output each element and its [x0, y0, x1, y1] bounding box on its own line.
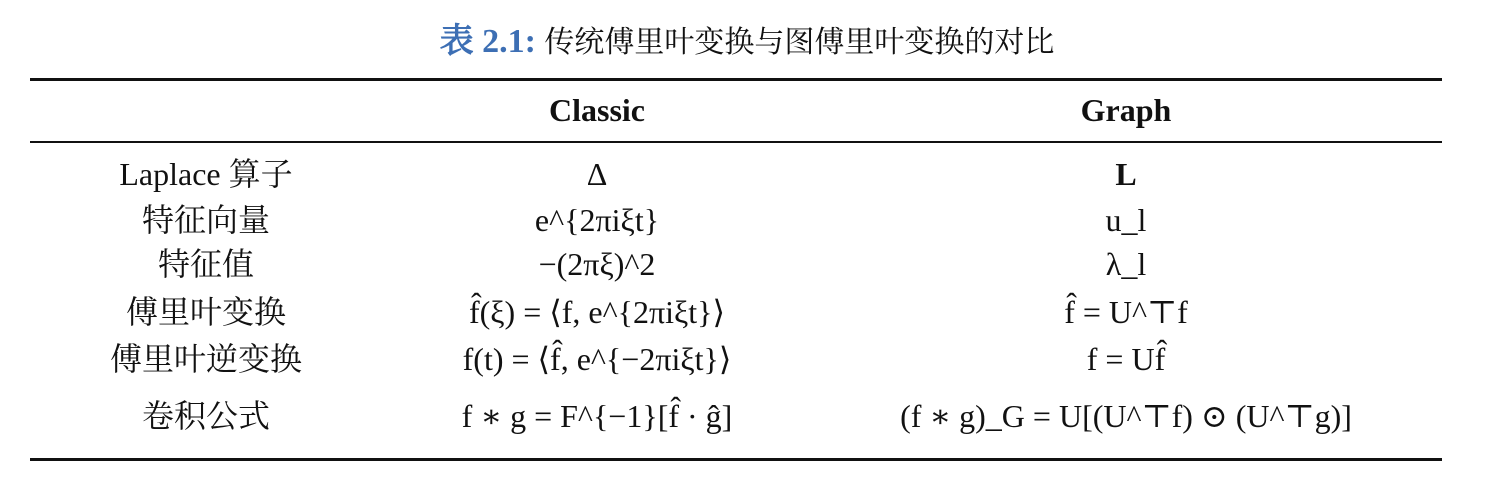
row-name-inverse-fourier: 傅里叶逆变换 [109, 341, 303, 377]
row-name-laplace: Laplace 算子 [119, 156, 293, 192]
classic-inverse-fourier: f(t) = ⟨f̂, e^{−2πiξt}⟩ [462, 341, 732, 377]
caption-text: 传统傅里叶变换与图傅里叶变换的对比 [544, 25, 1055, 60]
caption-label: 表 2.1: [439, 23, 536, 60]
table-caption [0, 20, 1494, 65]
row-name-eigenvector: 特征向量 [141, 202, 271, 238]
header-graph: Graph [1080, 92, 1172, 128]
graph-fourier-transform: f̂ = U^⊤f [1064, 294, 1188, 330]
top-rule [30, 78, 1442, 81]
classic-convolution: f ∗ g = F^{−1}[f̂ · ĝ] [461, 398, 733, 434]
graph-inverse-fourier: f = Uf̂ [1086, 341, 1166, 377]
classic-fourier-transform: f̂(ξ) = ⟨f, e^{2πiξt}⟩ [468, 294, 726, 330]
graph-convolution: (f ∗ g)_G = U[(U^⊤f) ⊙ (U^⊤g)] [900, 398, 1352, 434]
header-classic: Classic [549, 92, 645, 128]
row-name-eigenvalue: 特征值 [157, 246, 255, 282]
graph-laplacian-text: L [1115, 156, 1137, 192]
bottom-rule [30, 458, 1442, 461]
classic-eigenvector: e^{2πiξt} [534, 202, 660, 238]
classic-eigenvalue: −(2πξ)^2 [538, 246, 656, 282]
header-rule [30, 141, 1442, 143]
graph-eigenvector: u_l [1105, 202, 1147, 238]
classic-laplacian: Δ [586, 156, 608, 192]
row-name-convolution: 卷积公式 [141, 398, 271, 434]
row-name-fourier-transform: 傅里叶变换 [125, 294, 287, 330]
graph-eigenvalue: λ_l [1105, 246, 1147, 282]
graph-laplacian [1115, 152, 1136, 196]
